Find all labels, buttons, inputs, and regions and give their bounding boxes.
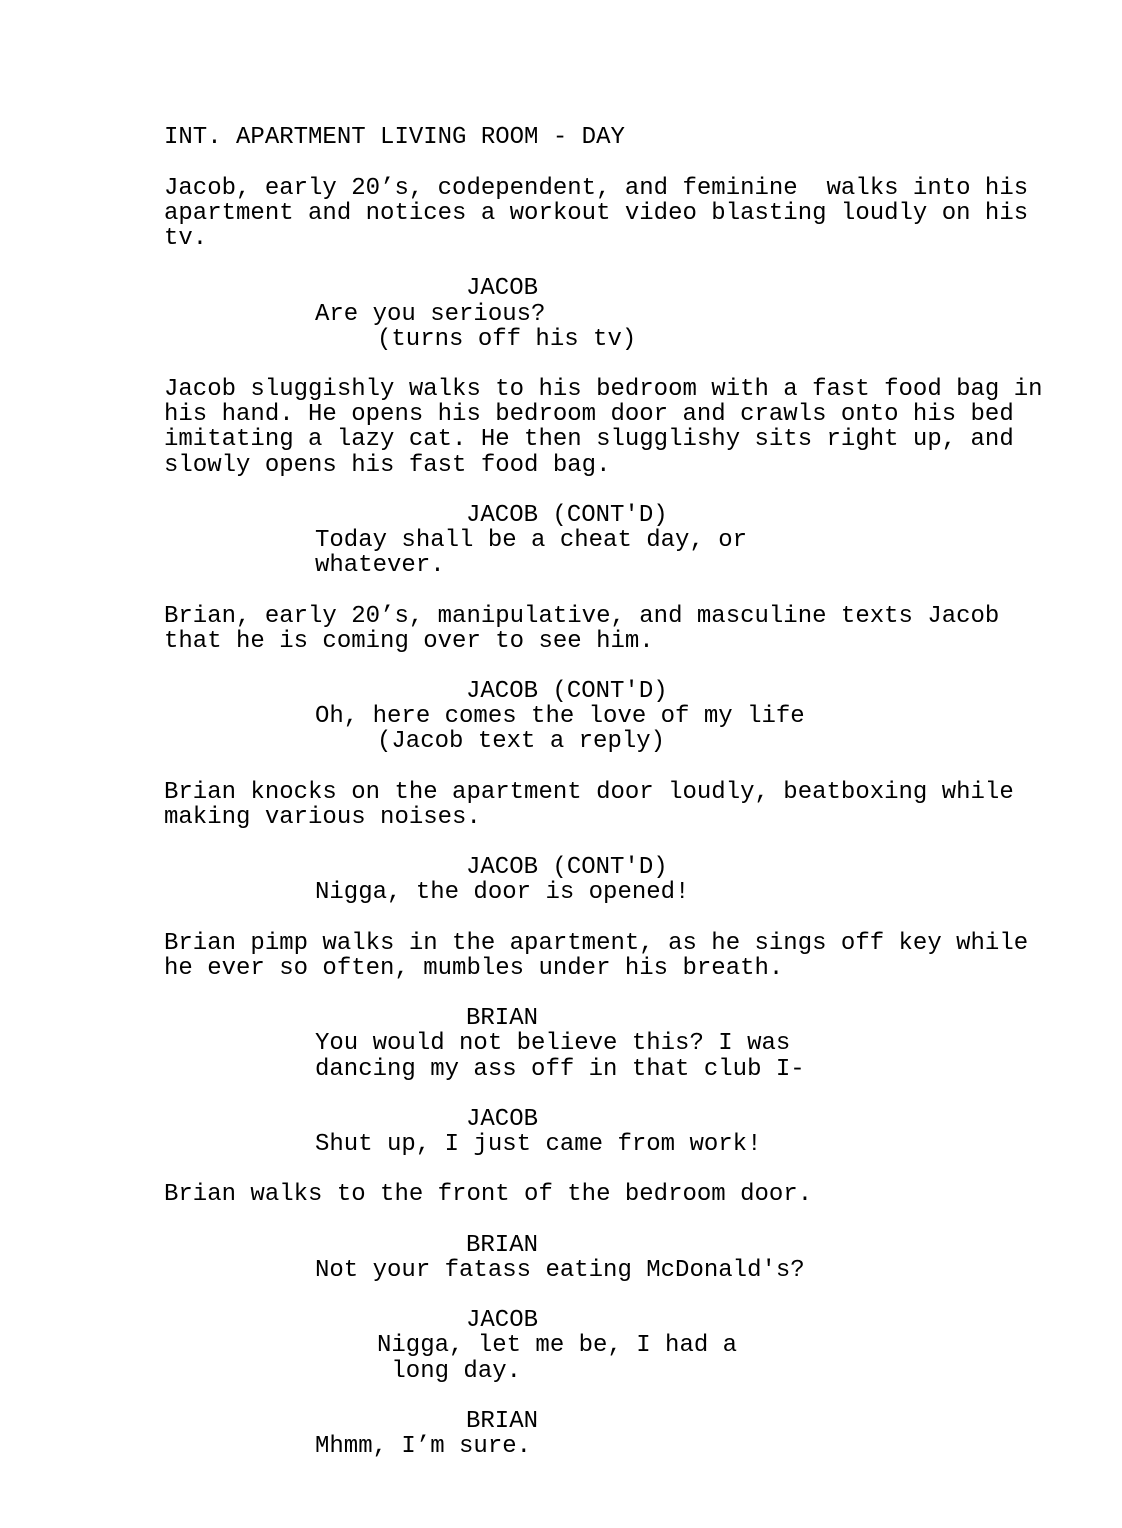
character-name: BRIAN — [466, 1232, 539, 1259]
action-line: Jacob sluggishly walks to his bedroom with a fast food bag in — [164, 376, 1043, 403]
character-name: JACOB (CONT'D) — [466, 854, 668, 881]
action-line: that he is coming over to see him. — [164, 628, 654, 655]
dialogue-line: Are you serious? — [315, 301, 546, 328]
dialogue-line: Nigga, let me be, I had a — [377, 1332, 738, 1359]
action-line: making various noises. — [164, 804, 481, 831]
dialogue-line: long day. — [377, 1358, 522, 1385]
dialogue-line: Nigga, the door is opened! — [315, 879, 690, 906]
action-line: he ever so often, mumbles under his breath. — [164, 955, 784, 982]
dialogue-line: You would not believe this? I was — [315, 1030, 791, 1057]
action-line: imitating a lazy cat. He then slugglishy sits right up, and — [164, 426, 1014, 453]
dialogue-line: Today shall be a cheat day, or — [315, 527, 748, 554]
action-line: apartment and notices a workout video blasting loudly on his — [164, 200, 1029, 227]
character-name: JACOB (CONT'D) — [466, 678, 668, 705]
dialogue-line: dancing my ass off in that club I- — [315, 1056, 805, 1083]
character-name: BRIAN — [466, 1005, 539, 1032]
character-name: BRIAN — [466, 1408, 539, 1435]
action-line: his hand. He opens his bedroom door and crawls onto his bed — [164, 401, 1014, 428]
action-line: tv. — [164, 225, 208, 252]
action-line: Jacob, early 20’s, codependent, and feminine walks into his — [164, 175, 1029, 202]
dialogue-line: Oh, here comes the love of my life — [315, 703, 805, 730]
action-line: Brian walks to the front of the bedroom door. — [164, 1181, 813, 1208]
character-name: JACOB — [466, 1307, 539, 1334]
action-line: Brian knocks on the apartment door loudly, beatboxing while — [164, 779, 1014, 806]
dialogue-line: Mhmm, I’m sure. — [315, 1433, 532, 1460]
action-line: Brian, early 20’s, manipulative, and masculine texts Jacob — [164, 603, 1000, 630]
parenthetical: (turns off his tv) — [377, 326, 637, 353]
parenthetical: (Jacob text a reply) — [377, 728, 666, 755]
action-line: slowly opens his fast food bag. — [164, 452, 611, 479]
action-line: Brian pimp walks in the apartment, as he sings off key while — [164, 930, 1029, 957]
scene-heading: INT. APARTMENT LIVING ROOM - DAY — [164, 124, 625, 151]
character-name: JACOB — [466, 275, 539, 302]
dialogue-line: whatever. — [315, 552, 445, 579]
dialogue-line: Not your fatass eating McDonald's? — [315, 1257, 805, 1284]
dialogue-line: Shut up, I just came from work! — [315, 1131, 762, 1158]
character-name: JACOB — [466, 1106, 539, 1133]
character-name: JACOB (CONT'D) — [466, 502, 668, 529]
